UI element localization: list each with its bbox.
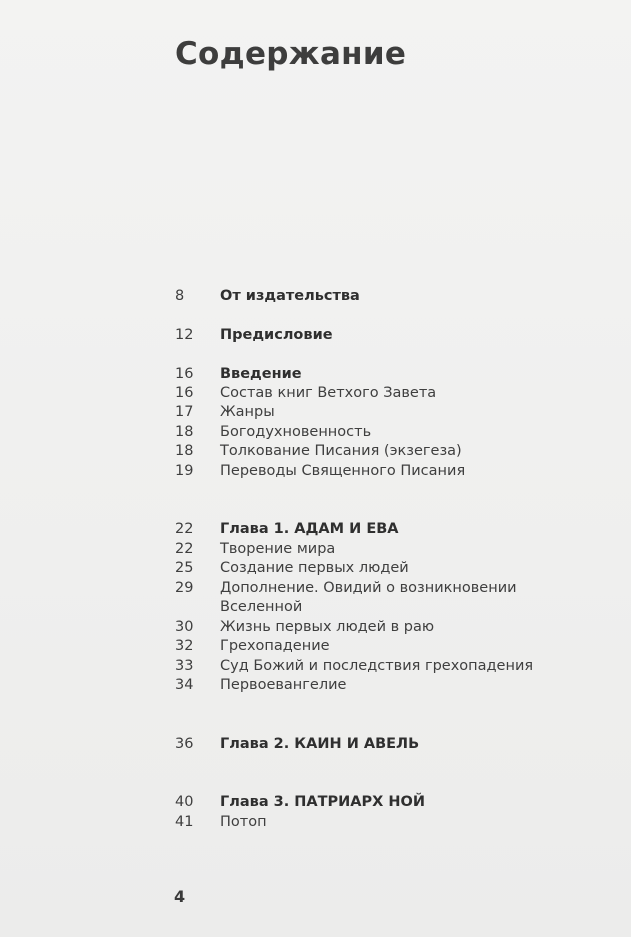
toc-entry-title: Дополнение. Овидий о возникновении bbox=[220, 580, 517, 596]
toc-page-number: 34 bbox=[175, 677, 194, 693]
toc-entry bbox=[0, 461, 600, 481]
toc-page-number: 41 bbox=[175, 814, 194, 830]
toc-entry-title: Предисловие bbox=[220, 327, 333, 343]
toc-page-number: 40 bbox=[175, 794, 194, 810]
toc-page-number: 19 bbox=[175, 463, 194, 479]
toc-entry-title: Создание первых людей bbox=[220, 560, 409, 576]
toc-page-number: 18 bbox=[175, 443, 194, 459]
toc-entry-continuation bbox=[0, 597, 600, 617]
toc-entry-title: Суд Божий и последствия грехопадения bbox=[220, 658, 534, 674]
toc-entry-title: Жанры bbox=[220, 404, 275, 420]
toc-page-number: 36 bbox=[175, 736, 194, 752]
toc-page-number: 17 bbox=[175, 404, 194, 420]
toc-entry-title: Глава 2. КАИН И АВЕЛЬ bbox=[220, 736, 420, 752]
toc-entry-title: Состав книг Ветхого Завета bbox=[220, 385, 437, 401]
toc-page-number: 29 bbox=[175, 580, 194, 596]
toc-entry bbox=[0, 675, 600, 695]
toc-entry-title: Первоевангелие bbox=[220, 677, 347, 693]
toc-page-number: 22 bbox=[175, 541, 194, 557]
toc-entry bbox=[0, 441, 600, 461]
toc-entry bbox=[0, 383, 600, 403]
toc-entry bbox=[0, 812, 600, 832]
toc-page-number: 12 bbox=[175, 327, 194, 343]
toc-entry bbox=[0, 734, 600, 754]
toc-entry-title: От издательства bbox=[220, 288, 360, 304]
toc-page-number: 8 bbox=[175, 288, 185, 304]
toc-page-number: 16 bbox=[175, 385, 194, 401]
toc-page-number: 25 bbox=[175, 560, 194, 576]
toc-entry-title: Жизнь первых людей в раю bbox=[220, 619, 435, 635]
toc-page-number: 16 bbox=[175, 366, 194, 382]
toc-entry bbox=[0, 422, 600, 442]
toc-entry-title: Вселенной bbox=[220, 599, 303, 615]
toc-entry-title: Глава 3. ПАТРИАРХ НОЙ bbox=[220, 794, 425, 810]
toc-entry bbox=[0, 519, 600, 539]
toc-page-number: 22 bbox=[175, 521, 194, 537]
toc-entry bbox=[0, 617, 600, 637]
toc-entry bbox=[0, 286, 600, 306]
toc-entry bbox=[0, 325, 600, 345]
toc-entry-title: Переводы Священного Писания bbox=[220, 463, 466, 479]
page-title: Содержание bbox=[175, 36, 407, 72]
toc-entry bbox=[0, 578, 600, 598]
toc-entry bbox=[0, 656, 600, 676]
toc-entry-title: Толкование Писания (экзегеза) bbox=[220, 443, 462, 459]
toc-page-number: 32 bbox=[175, 638, 194, 654]
toc-entry-title: Грехопадение bbox=[220, 638, 330, 654]
toc-page-number: 18 bbox=[175, 424, 194, 440]
toc-page-number: 33 bbox=[175, 658, 194, 674]
toc-entry-title: Творение мира bbox=[220, 541, 336, 557]
toc-entry-title: Введение bbox=[220, 366, 302, 382]
toc-entry bbox=[0, 558, 600, 578]
toc-entry bbox=[0, 636, 600, 656]
page-folio-number: 4 bbox=[174, 887, 186, 906]
toc-entry bbox=[0, 402, 600, 422]
toc-entry bbox=[0, 364, 600, 384]
toc-entry-title: Богодухновенность bbox=[220, 424, 372, 440]
toc-entry bbox=[0, 539, 600, 559]
toc-entry bbox=[0, 792, 600, 812]
toc-entry-title: Потоп bbox=[220, 814, 267, 830]
toc-page-number: 30 bbox=[175, 619, 194, 635]
toc-entry-title: Глава 1. АДАМ И ЕВА bbox=[220, 521, 399, 537]
